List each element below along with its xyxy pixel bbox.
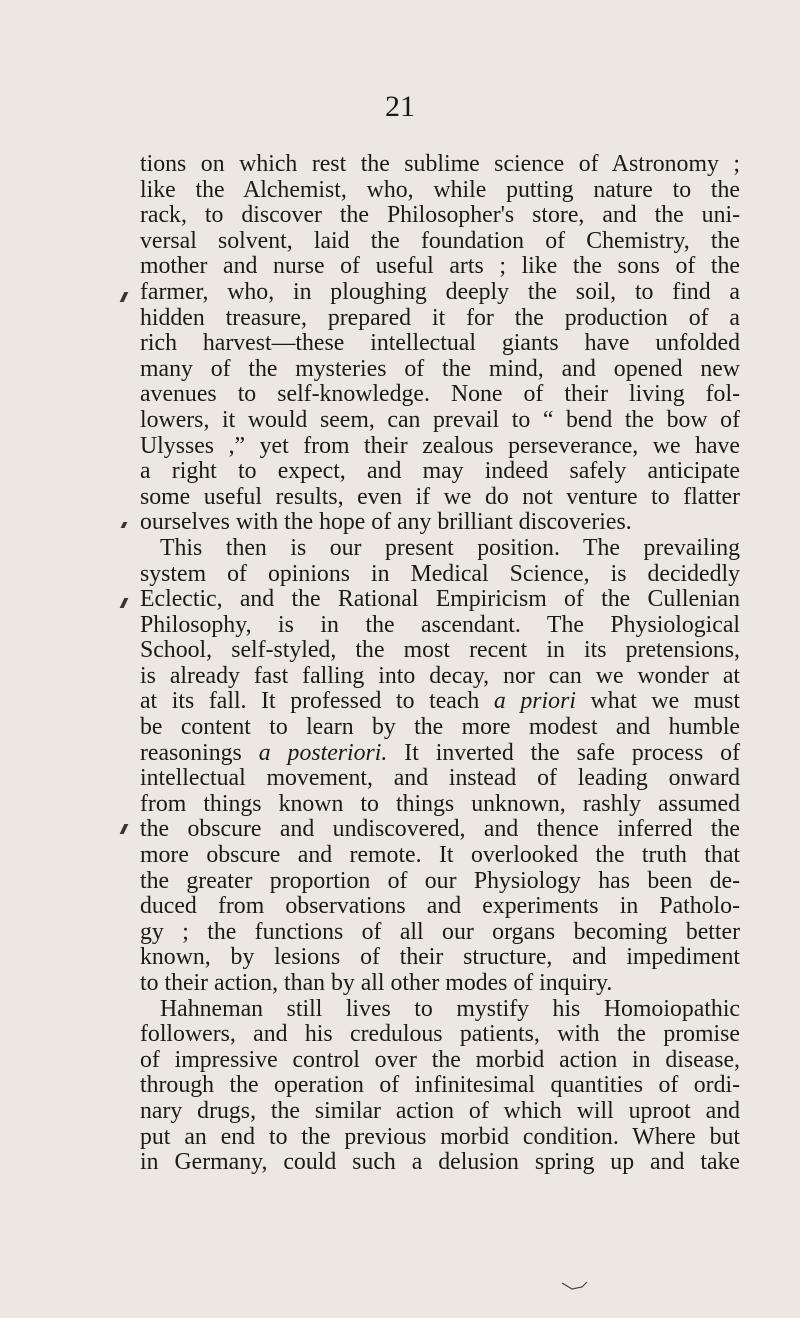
body-text: [140, 152, 740, 1176]
bottom-scan-mark: [560, 1280, 590, 1292]
text-line: more obscure and remote. It overlooked the truth that: [140, 842, 740, 869]
paragraph-start-line: This then is our present position. The prevailing: [160, 534, 740, 561]
italic-phrase: a priori: [493, 688, 576, 715]
page-number: 21: [385, 90, 415, 123]
text-line: followers, and his credulous patients, with the promise: [140, 1021, 740, 1048]
text-line: some useful results, even if we do not venture to flatter: [140, 483, 740, 510]
text-line: system of opinions in Medical Science, is decidedly: [140, 560, 740, 587]
text-line: rack, to discover the Philosopher's store, and the uni-: [140, 202, 740, 229]
text-line: put an end to the previous morbid condition. Where but: [140, 1123, 740, 1150]
text-line: tions on which rest the sublime science of Astronomy ;: [140, 151, 740, 177]
text-line: many of the mysteries of the mind, and opened new: [140, 355, 740, 382]
text-line: farmer, who, in ploughing deeply the soil, to find a: [140, 278, 740, 305]
text-line: in Germany, could such a delusion spring up and take: [140, 1149, 740, 1176]
italic-phrase: a posteriori.: [258, 739, 388, 766]
text-line: nary drugs, the similar action of which will uproot and: [140, 1097, 740, 1124]
text-line: lowers, it would seem, can prevail to “ bend the bow of: [140, 406, 740, 433]
margin-mark: [120, 292, 129, 302]
text-line: Philosophy, is in the ascendant. The Physiological: [140, 611, 740, 638]
text-line: like the Alchemist, who, while putting nature to the: [140, 176, 740, 203]
margin-mark: [120, 824, 129, 834]
text-line: School, self-styled, the most recent in its pretensions,: [140, 637, 740, 664]
text-line: Eclectic, and the Rational Empiricism of the Cullenian: [140, 586, 740, 613]
paragraph-start-line: Hahneman still lives to mystify his Homoiopathic: [160, 995, 740, 1022]
text-line: hidden treasure, prepared it for the production of a: [140, 304, 740, 331]
text-line: mother and nurse of useful arts ; like the sons of the: [140, 253, 740, 280]
text-line-with-italic: [140, 689, 740, 715]
text-line: from things known to things unknown, rashly assumed: [140, 790, 740, 817]
text-line: rich harvest—these intellectual giants have unfolded: [140, 330, 740, 357]
text-segment: what we must: [575, 688, 741, 715]
margin-mark: [121, 522, 128, 528]
text-line: be content to learn by the more modest and humble: [140, 714, 740, 741]
text-segment: at its fall. It professed to teach: [140, 688, 480, 715]
text-line: duced from observations and experiments in Patholo-: [140, 893, 740, 920]
text-line: is already fast falling into decay, nor can we wonder at: [140, 662, 740, 689]
text-line: gy ; the functions of all our organs becoming better: [140, 918, 740, 945]
text-line: a right to expect, and may indeed safely anticipate: [140, 458, 740, 485]
text-line: the obscure and undiscovered, and thence inferred the: [140, 816, 740, 843]
text-line: avenues to self-knowledge. None of their living fol-: [140, 381, 740, 408]
text-line: Ulysses ,” yet from their zealous perseverance, we have: [140, 432, 740, 459]
text-line: of impressive control over the morbid action in disease,: [140, 1046, 740, 1073]
text-line: ourselves with the hope of any brilliant discoveries.: [140, 509, 632, 536]
text-line-with-italic: [140, 741, 740, 767]
text-line: versal solvent, laid the foundation of Chemistry, the: [140, 227, 740, 254]
text-line: intellectual movement, and instead of leading onward: [140, 765, 740, 792]
text-segment: It inverted the safe process of: [387, 739, 741, 766]
text-line: known, by lesions of their structure, and impediment: [140, 944, 740, 971]
text-line: through the operation of infinitesimal quantities of ordi-: [140, 1072, 740, 1099]
text-line: the greater proportion of our Physiology has been de-: [140, 867, 740, 894]
text-segment: reasonings: [140, 739, 242, 766]
text-line: to their action, than by all other modes of inquiry.: [140, 970, 613, 996]
margin-mark: [120, 598, 129, 608]
